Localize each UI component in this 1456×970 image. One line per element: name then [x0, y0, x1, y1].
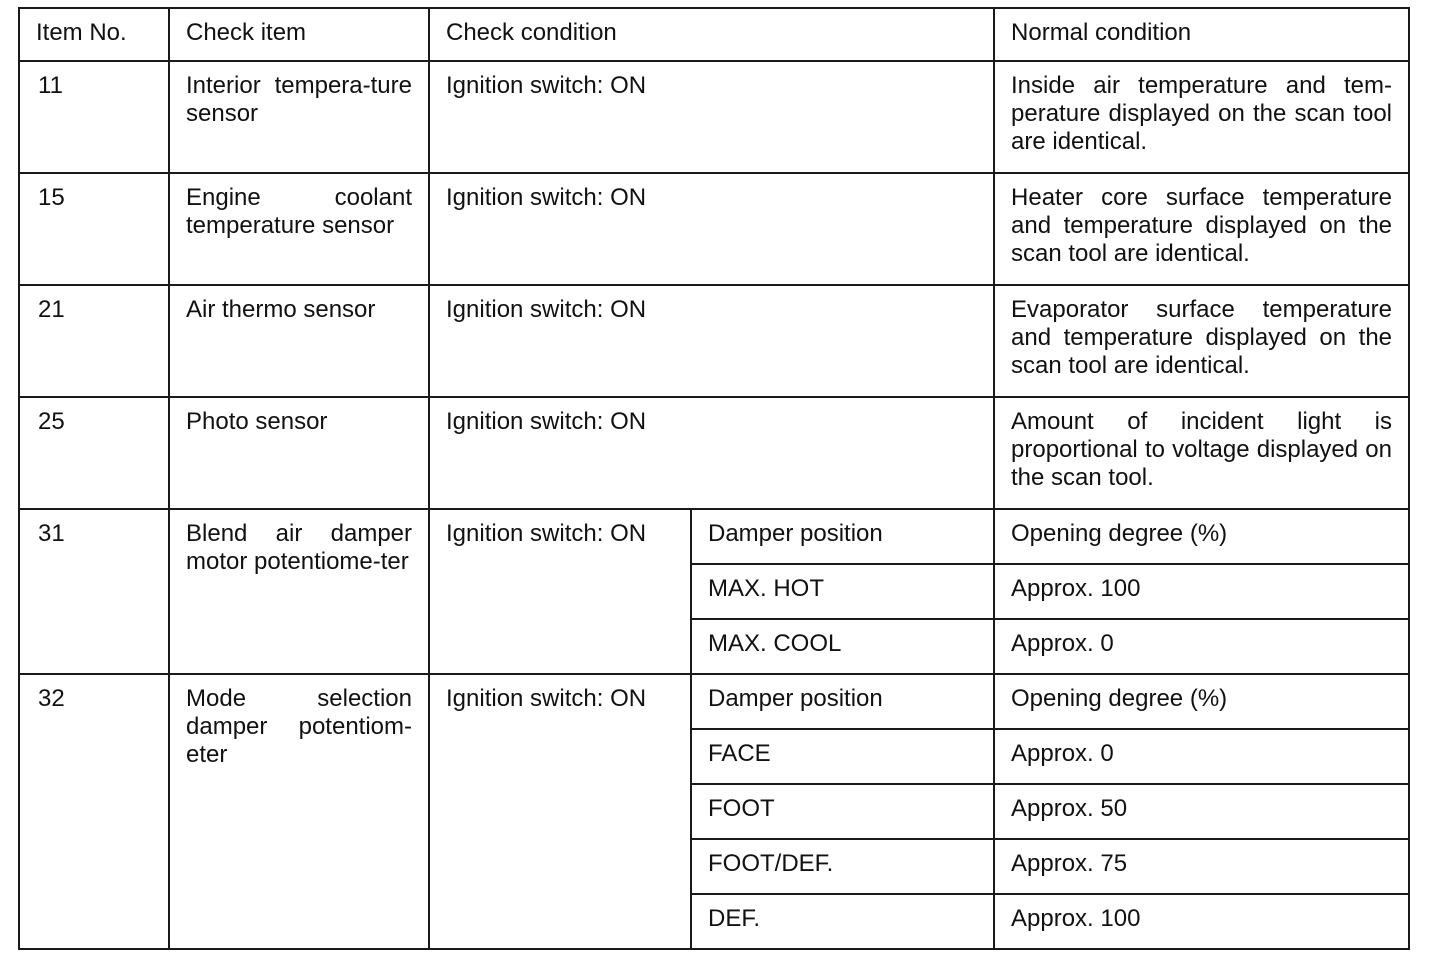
normal-condition: Amount of incident light is proportional to voltage displayed on the scan tool.	[994, 397, 1409, 509]
damper-position: MAX. HOT	[691, 564, 994, 619]
opening-degree-header: Opening degree (%)	[994, 674, 1409, 729]
check-condition: Ignition switch: ON	[429, 509, 691, 674]
normal-condition: Heater core surface temperature and temperature displayed on the scan tool are identical.	[994, 173, 1409, 285]
check-condition: Ignition switch: ON	[429, 285, 994, 397]
opening-degree: Approx. 50	[994, 784, 1409, 839]
normal-condition: Inside air temperature and tem-perature displayed on the scan tool are identical.	[994, 61, 1409, 173]
check-item: Mode selection damper potentiom-eter	[169, 674, 429, 949]
item-no: 32	[19, 674, 169, 949]
damper-position: FOOT/DEF.	[691, 839, 994, 894]
damper-position-header: Damper position	[691, 674, 994, 729]
table-row	[19, 509, 1409, 564]
table-row	[19, 61, 1409, 173]
item-no: 11	[19, 61, 169, 173]
check-item: Air thermo sensor	[169, 285, 429, 397]
header-item-no: Item No.	[19, 8, 169, 61]
normal-condition: Evaporator surface temperature and temperature displayed on the scan tool are identical.	[994, 285, 1409, 397]
damper-position: FACE	[691, 729, 994, 784]
table-row	[19, 674, 1409, 729]
table-row	[19, 397, 1409, 509]
damper-position: MAX. COOL	[691, 619, 994, 674]
check-condition: Ignition switch: ON	[429, 173, 994, 285]
opening-degree: Approx. 100	[994, 564, 1409, 619]
item-no: 31	[19, 509, 169, 674]
damper-position-header: Damper position	[691, 509, 994, 564]
header-row	[19, 8, 1409, 61]
item-no: 21	[19, 285, 169, 397]
check-condition: Ignition switch: ON	[429, 61, 994, 173]
opening-degree: Approx. 0	[994, 729, 1409, 784]
table-row	[19, 173, 1409, 285]
header-normal-condition: Normal condition	[994, 8, 1409, 61]
opening-degree: Approx. 100	[994, 894, 1409, 949]
check-table	[18, 7, 1410, 950]
check-item: Blend air damper motor potentiome-ter	[169, 509, 429, 674]
check-condition: Ignition switch: ON	[429, 397, 994, 509]
check-item: Engine coolant temperature sensor	[169, 173, 429, 285]
opening-degree: Approx. 0	[994, 619, 1409, 674]
header-check-item: Check item	[169, 8, 429, 61]
item-no: 15	[19, 173, 169, 285]
header-check-condition: Check condition	[429, 8, 994, 61]
opening-degree: Approx. 75	[994, 839, 1409, 894]
table-row	[19, 285, 1409, 397]
check-item: Interior tempera-ture sensor	[169, 61, 429, 173]
check-item: Photo sensor	[169, 397, 429, 509]
opening-degree-header: Opening degree (%)	[994, 509, 1409, 564]
check-condition: Ignition switch: ON	[429, 674, 691, 949]
item-no: 25	[19, 397, 169, 509]
damper-position: FOOT	[691, 784, 994, 839]
damper-position: DEF.	[691, 894, 994, 949]
